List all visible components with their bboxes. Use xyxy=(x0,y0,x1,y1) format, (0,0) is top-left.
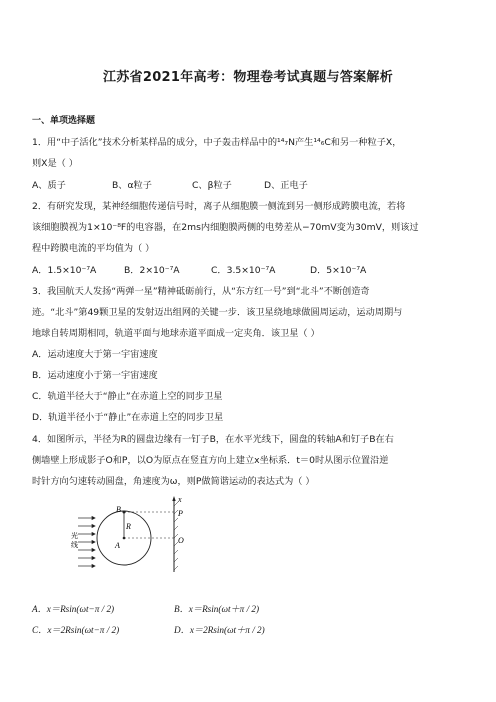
label-a: A xyxy=(115,541,120,550)
q2-option-b: B．2×10⁻⁷A xyxy=(124,265,180,276)
q2-line-1: 2．有研究发现，某神经细胞传递信号时，离子从细胞膜一侧流到另一侧形成跨膜电流，若将 xyxy=(32,201,406,212)
q4-option-d: D．x＝2Rsin(ωt＋π / 2) xyxy=(174,625,265,635)
disc-shadow-diagram xyxy=(70,494,200,572)
label-o: O xyxy=(178,536,184,545)
q2-option-a: A．1.5×10⁻⁷A xyxy=(32,265,97,276)
page-title: 江苏省2021年高考：物理卷考试真题与答案解析 xyxy=(102,70,394,85)
q3-line-2: 迹。“北斗”第49颗卫星的发射迈出组网的关键一步．该卫星绕地球做圆周运动，运动周期与 xyxy=(32,307,403,318)
label-light: 光线 xyxy=(71,533,78,549)
q3-option-d: D．轨道半径小于“静止”在赤道上空的同步卫星 xyxy=(32,412,224,423)
section-heading: 一、单项选择题 xyxy=(32,116,96,126)
q3-option-b: B．运动速度小于第一宇宙速度 xyxy=(32,370,158,381)
q2-option-d: D．5×10⁻⁷A xyxy=(310,265,367,276)
q1-option-b: B、α粒子 xyxy=(112,180,152,191)
q1-line-2: 则X是（ ） xyxy=(32,158,78,169)
q1-option-d: D、正电子 xyxy=(264,180,308,191)
q3-option-c: C．轨道半径大于“静止”在赤道上空的同步卫星 xyxy=(32,391,223,402)
q1-line-1: 1．用“中子活化”技术分析某样品的成分，中子轰击样品中的¹⁴₇N产生¹⁴₆C和另一种粒子X， xyxy=(32,137,402,148)
q3-line-1: 3．我国航天人发扬“两弹一星”精神砥砺前行，从“东方红一号”到“北斗”不断创造奇 xyxy=(32,286,370,297)
q2-line-2: 该细胞膜视为1×10⁻⁸F的电容器，在2ms内细胞膜两侧的电势差从−70mV变为30mV，则该过 xyxy=(32,222,419,233)
q4-line-1: 4．如图所示，半径为R的圆盘边缘有一钉子B，在水平光线下，圆盘的转轴A和钉子B在右 xyxy=(32,434,394,445)
q4-option-b: B．x＝Rsin(ωt＋π / 2) xyxy=(174,604,260,614)
label-r: R xyxy=(126,522,131,531)
q4-option-a: A．x＝Rsin(ωt−π / 2) xyxy=(32,604,115,614)
q1-option-a: A、质子 xyxy=(32,180,66,191)
label-x: x xyxy=(178,495,182,504)
q1-option-c: C、β粒子 xyxy=(192,180,232,191)
q4-line-2: 侧墙壁上形成影子O和P，以O为原点在竖直方向上建立x坐标系．t＝0时从图示位置沿逆 xyxy=(32,455,389,466)
label-b: B xyxy=(116,505,121,514)
q2-option-c: C．3.5×10⁻⁷A xyxy=(211,265,276,276)
label-p: P xyxy=(178,509,183,518)
q4-option-c: C．x＝2Rsin(ωt−π / 2) xyxy=(32,625,120,635)
q3-line-3: 地球自转周期相同，轨道平面与地球赤道平面成一定夹角．该卫星（ ） xyxy=(32,328,320,339)
q4-line-3: 时针方向匀速转动圆盘，角速度为ω，则P做简谐运动的表达式为（ ） xyxy=(32,476,315,487)
q2-line-3: 程中跨膜电流的平均值为（ ） xyxy=(32,243,155,254)
q3-option-a: A．运动速度大于第一宇宙速度 xyxy=(32,349,158,360)
